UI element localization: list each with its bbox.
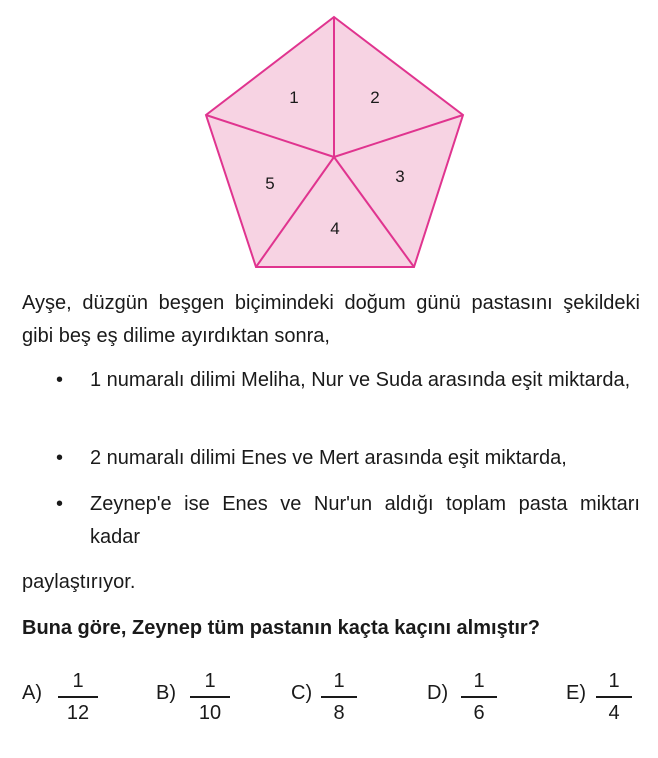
fraction-bar: [596, 696, 632, 698]
fraction-denominator: 8: [333, 702, 345, 724]
option-letter: E): [566, 682, 586, 704]
option-letter: B): [156, 682, 176, 704]
slice-label-5: 5: [265, 174, 275, 193]
bullet-icon: •: [56, 369, 64, 391]
fraction-bar: [58, 696, 98, 698]
fraction-numerator: 1: [204, 670, 216, 692]
question-text: Buna göre, Zeynep tüm pastanın kaçta kaçını almıştır?: [22, 617, 540, 639]
option-fraction: [461, 668, 497, 726]
option-fraction: [321, 668, 357, 726]
option-letter: A): [22, 682, 42, 704]
fraction-denominator: 4: [608, 702, 620, 724]
bullet-item-1: [22, 364, 640, 430]
bullet-icon: •: [56, 447, 64, 469]
fraction-denominator: 12: [66, 702, 90, 724]
fraction-bar: [190, 696, 230, 698]
bullet-text: 1 numaralı dilimi Meliha, Nur ve Suda arasında eşit miktarda,: [90, 369, 631, 391]
fraction-numerator: 1: [473, 670, 485, 692]
option-letter: D): [427, 682, 449, 704]
option-d[interactable]: [427, 668, 507, 728]
fraction-numerator: 1: [608, 670, 620, 692]
option-letter: C): [291, 682, 313, 704]
option-c[interactable]: [291, 668, 371, 728]
slice-label-1: 1: [289, 88, 299, 107]
slice-label-4: 4: [330, 219, 340, 238]
option-b[interactable]: [156, 668, 246, 728]
bullet-item-3: [22, 488, 640, 554]
option-e[interactable]: [566, 668, 646, 728]
bullet-text: 2 numaralı dilimi Enes ve Mert arasında eşit miktarda,: [90, 447, 567, 469]
slice-label-2: 2: [370, 88, 380, 107]
intro-paragraph: Ayşe, düzgün beşgen biçimindeki doğum günü pastasını şekildeki gibi beş eş dilime ayırdıktan sonra,: [22, 292, 640, 347]
closing-text: paylaştırıyor.: [22, 571, 136, 593]
slice-label-3: 3: [395, 167, 405, 186]
fraction-denominator: 10: [198, 702, 222, 724]
bullet-text: Zeynep'e ise Enes ve Nur'un aldığı toplam pasta miktarı kadar: [90, 493, 640, 548]
option-a[interactable]: [22, 668, 112, 728]
bullet-icon: •: [56, 493, 64, 515]
option-fraction: [190, 668, 230, 726]
fraction-bar: [461, 696, 497, 698]
fraction-numerator: 1: [333, 670, 345, 692]
fraction-denominator: 6: [473, 702, 485, 724]
option-fraction: [58, 668, 98, 726]
bullet-item-2: [22, 442, 640, 475]
pentagon-cake-figure: [0, 0, 658, 275]
fraction-numerator: 1: [72, 670, 84, 692]
option-fraction: [596, 668, 632, 726]
fraction-bar: [321, 696, 357, 698]
